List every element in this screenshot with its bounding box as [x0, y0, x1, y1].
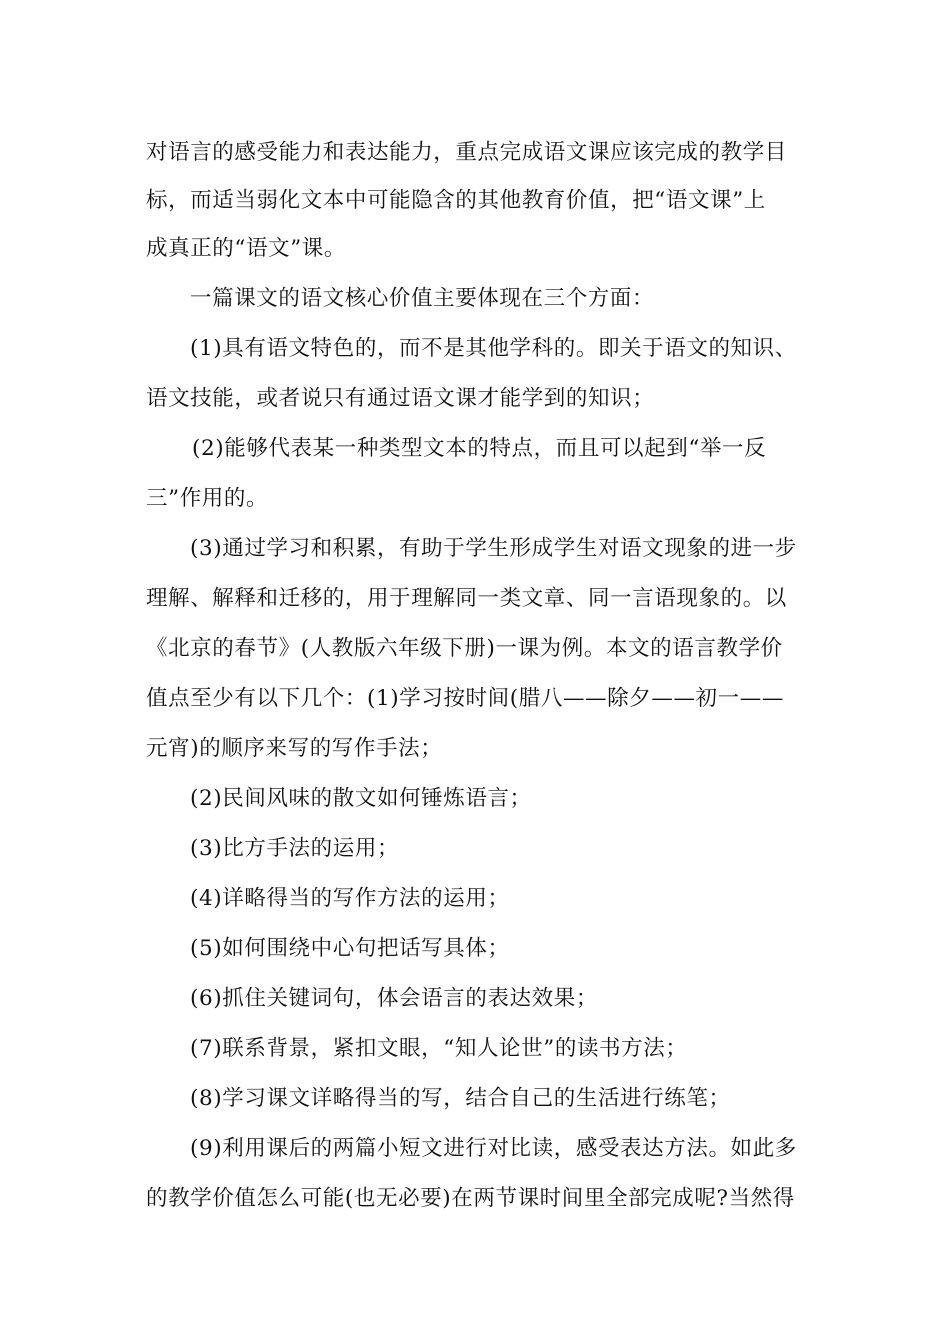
text-line: (5)如何围绕中心句把话写具体； [190, 936, 510, 961]
text-line: (6)抓住关键词句，体会语言的表达效果； [190, 986, 598, 1011]
text-line: (8)学习课文详略得当的写，结合自己的生活进行练笔； [190, 1086, 731, 1111]
text-line: 语文技能，或者说只有通过语文课才能学到的知识； [146, 386, 655, 411]
text-line: 一篇课文的语文核心价值主要体现在三个方面： [190, 286, 655, 311]
text-line: 《北京的春节》(人教版六年级下册)一课为例。本文的语言教学价 [146, 636, 783, 661]
text-line: (4)详略得当的写作方法的运用； [190, 886, 510, 911]
text-line: 对语言的感受能力和表达能力，重点完成语文课应该完成的教学目 [146, 140, 787, 165]
text-line: 成真正的“语文”课。 [146, 236, 346, 261]
text-line: (9)利用课后的两篇小短文进行对比读，感受表达方法。如此多 [190, 1136, 797, 1161]
text-line: 三”作用的。 [146, 486, 269, 511]
text-line: (3)通过学习和积累，有助于学生形成学生对语文现象的进一步 [190, 536, 797, 561]
text-line: (1)具有语文特色的，而不是其他学科的。即关于语文的知识、 [190, 336, 797, 361]
text-line: 理解、解释和迁移的，用于理解同一类文章、同一言语现象的。以 [146, 586, 787, 611]
text-line: 标，而适当弱化文本中可能隐含的其他教育价值，把“语文课”上 [146, 188, 766, 213]
text-line: 值点至少有以下几个：(1)学习按时间(腊八——除夕——初一—— [146, 686, 784, 711]
text-line: (2)民间风味的散文如何锤炼语言； [190, 786, 532, 811]
text-line: (2)能够代表某一种类型文本的特点，而且可以起到“举一反 [192, 436, 767, 461]
text-line: 元宵)的顺序来写的写作手法； [146, 736, 443, 761]
text-line: (7)联系背景，紧扣文眼，“知人论世”的读书方法； [190, 1036, 688, 1061]
text-line: (3)比方手法的运用； [190, 836, 400, 861]
text-line: 的教学价值怎么可能(也无必要)在两节课时间里全部完成呢?当然得 [146, 1186, 795, 1211]
